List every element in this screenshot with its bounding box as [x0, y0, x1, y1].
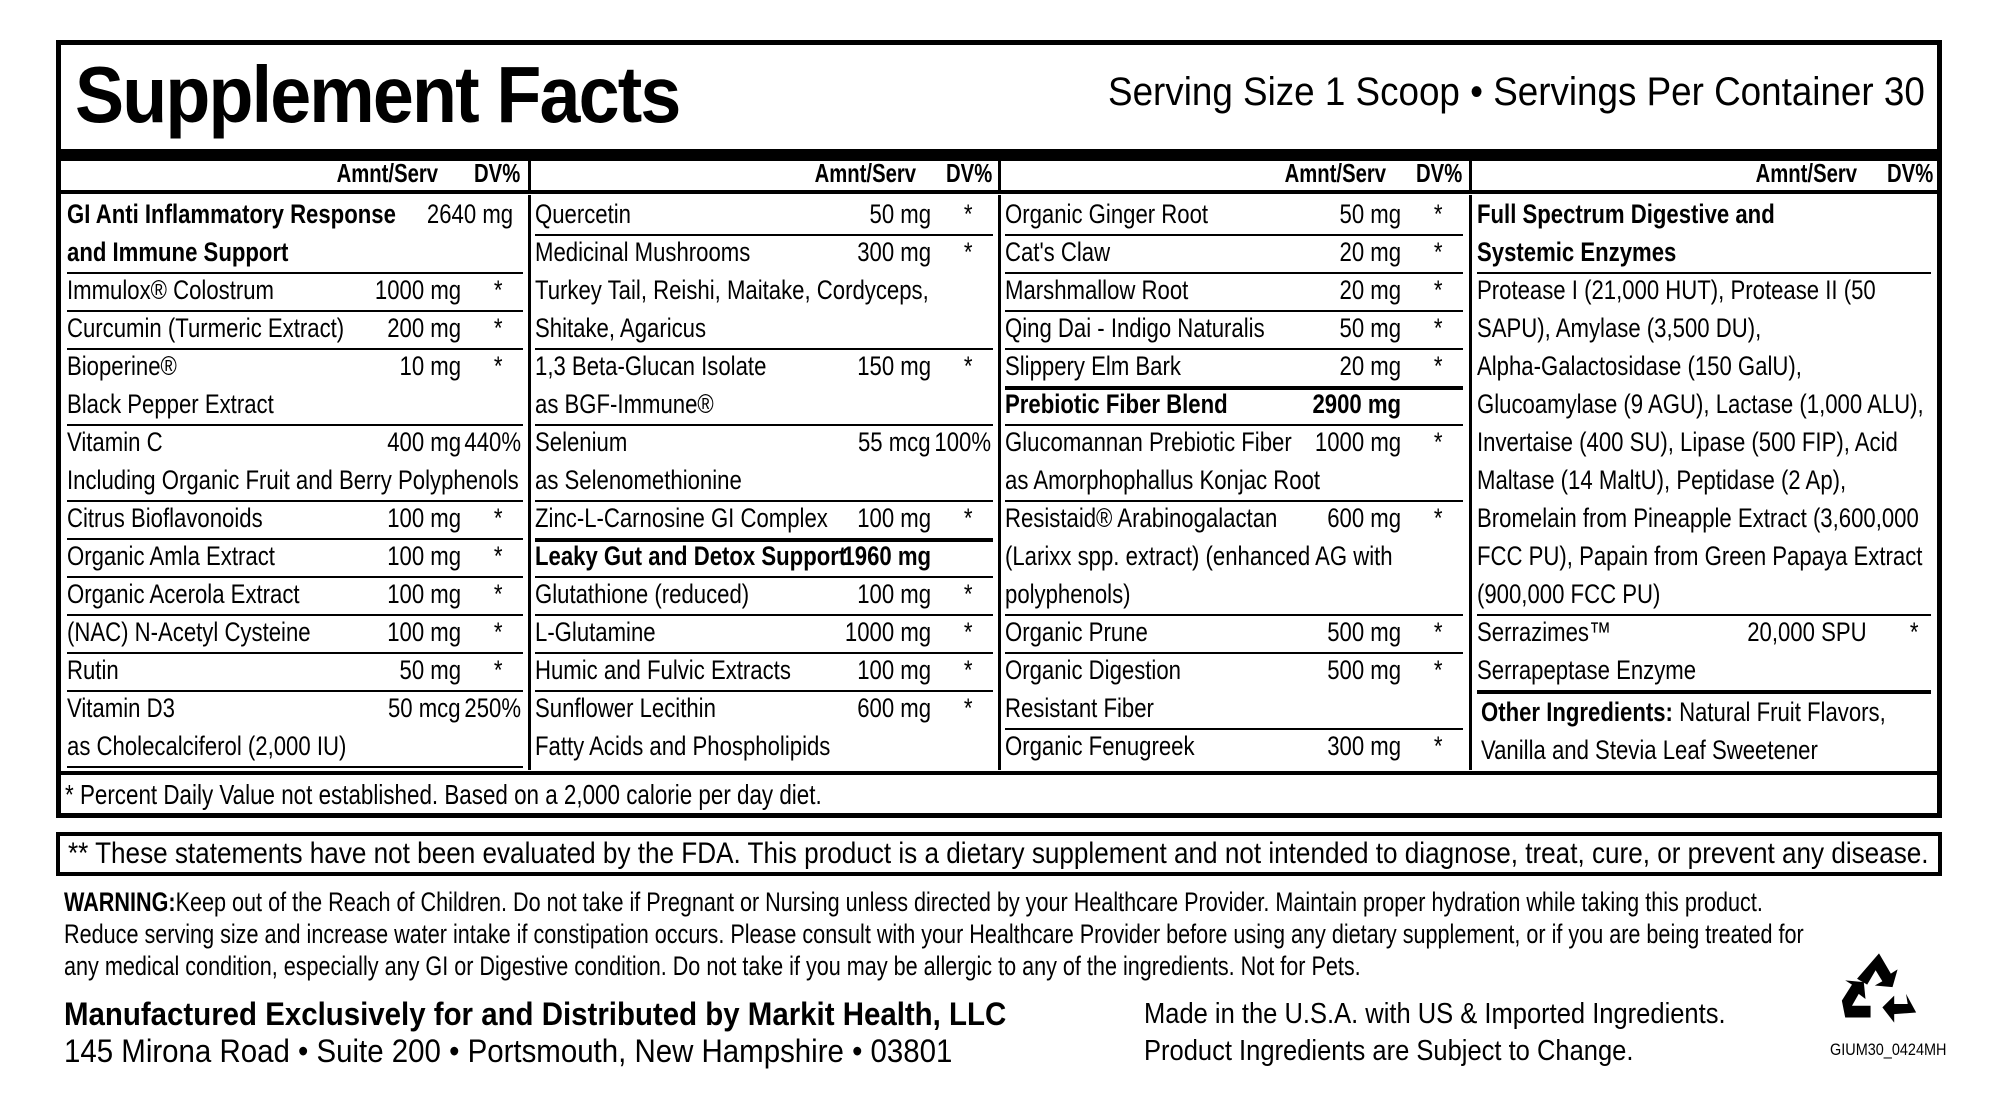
column-header-2: [531, 156, 996, 190]
ingredient-dv: *: [494, 655, 503, 685]
amount-header: Amnt/Serv: [1284, 158, 1386, 188]
ingredient-dv: *: [1434, 237, 1443, 267]
ingredient-row: [67, 690, 523, 728]
ingredient-name: Humic and Fulvic Extracts: [535, 655, 791, 685]
subject-to-change-line: Product Ingredients are Subject to Change.: [1144, 1035, 1634, 1067]
product-code: GIUM30_0424MH: [1830, 1040, 1947, 1059]
ingredient-row: [1005, 272, 1463, 312]
ingredient-row: [67, 310, 523, 350]
ingredient-row: [535, 234, 993, 272]
ingredient-name: Medicinal Mushrooms: [535, 237, 751, 267]
ingredient-amount: 50 mg: [399, 655, 461, 685]
ingredient-amount: 100 mg: [857, 503, 931, 533]
ingredient-dv: *: [1434, 427, 1443, 457]
ingredient-amount: 400 mg: [387, 427, 461, 457]
ingredient-amount: 1000 mg: [374, 275, 461, 305]
ingredient-dv: *: [1434, 731, 1443, 761]
ingredient-row: [1005, 652, 1463, 690]
other-ingredients-row-2: [1477, 732, 1937, 770]
ingredient-name: Fatty Acids and Phospholipids: [535, 731, 831, 761]
ingredient-row: [535, 386, 993, 426]
ingredient-amount: 20 mg: [1339, 237, 1401, 267]
dv-header: DV%: [1886, 158, 1933, 188]
ingredient-name: Citrus Bioflavonoids: [67, 503, 263, 533]
ingredient-amount: 150 mg: [857, 351, 931, 381]
ingredient-amount: 1000 mg: [1314, 427, 1401, 457]
ingredient-name: Vitamin C: [67, 427, 163, 457]
ingredient-name: Resistant Fiber: [1005, 693, 1154, 723]
enzyme-text: SAPU), Amylase (3,500 DU),: [1477, 313, 1762, 343]
enzyme-line: [1477, 462, 1931, 500]
ingredient-row: [1005, 538, 1463, 576]
ingredient-name: Selenium: [535, 427, 628, 457]
made-in-line: Made in the U.S.A. with US & Imported Ingredients.: [1144, 998, 1726, 1030]
enzyme-text: Alpha-Galactosidase (150 GalU),: [1477, 351, 1802, 381]
column-header-1: [61, 156, 526, 190]
ingredient-name: Sunflower Lecithin: [535, 693, 716, 723]
recycle-icon: [1836, 950, 1922, 1026]
serving-info: Serving Size 1 Scoop • Servings Per Container 30: [1108, 70, 1925, 114]
group-name-line2: and Immune Support: [67, 237, 289, 267]
ingredient-amount: 100 mg: [857, 655, 931, 685]
ingredient-amount: 20 mg: [1339, 351, 1401, 381]
warning-block: [64, 886, 1824, 982]
ingredient-column-3: [1005, 194, 1463, 769]
ingredient-name: Leaky Gut and Detox Support: [535, 541, 847, 571]
serrazimes-amount: 20,000 SPU: [1747, 617, 1867, 647]
ingredient-name: 1,3 Beta-Glucan Isolate: [535, 351, 767, 381]
ingredient-amount: 10 mg: [399, 351, 461, 381]
ingredient-row: [1005, 310, 1463, 350]
ingredient-name: Rutin: [67, 655, 119, 685]
ingredient-amount: 2900 mg: [1312, 389, 1401, 419]
manufacturer-address: 145 Mirona Road • Suite 200 • Portsmouth, New Hampshire • 03801: [64, 1033, 953, 1069]
ingredient-amount: 300 mg: [857, 237, 931, 267]
ingredient-row: [67, 614, 523, 654]
ingredient-amount: 1960 mg: [842, 541, 931, 571]
ingredient-dv: *: [1434, 275, 1443, 305]
ingredient-dv: *: [964, 503, 973, 533]
ingredient-row: [1005, 690, 1463, 730]
ingredient-row: [535, 652, 993, 692]
ingredient-dv: *: [1434, 351, 1443, 381]
ingredient-row: [535, 424, 993, 462]
manufacturer-info: [64, 996, 1006, 1070]
ingredient-name: polyphenols): [1005, 579, 1131, 609]
enzyme-line: [1477, 538, 1931, 576]
column-divider: [998, 195, 1001, 770]
supplement-facts-panel: [56, 40, 1942, 818]
ingredient-amount: 100 mg: [387, 503, 461, 533]
enzyme-text: Protease I (21,000 HUT), Protease II (50: [1477, 275, 1876, 305]
enzyme-text: Bromelain from Pineapple Extract (3,600,000: [1477, 503, 1919, 533]
ingredient-dv: *: [494, 579, 503, 609]
ingredient-dv: *: [1434, 313, 1443, 343]
group-name: GI Anti Inflammatory Response: [67, 199, 396, 229]
ingredient-row: [535, 348, 993, 386]
ingredient-name: (Larixx spp. extract) (enhanced AG with: [1005, 541, 1393, 571]
ingredient-name: L-Glutamine: [535, 617, 656, 647]
warning-label: WARNING:: [64, 887, 176, 917]
ingredient-dv: *: [494, 275, 503, 305]
ingredient-dv: *: [1434, 655, 1443, 685]
ingredient-amount: 50 mg: [869, 199, 931, 229]
dv-header: DV%: [945, 158, 992, 188]
ingredient-amount: 100 mg: [857, 579, 931, 609]
ingredient-amount: 1000 mg: [844, 617, 931, 647]
enzyme-text: FCC PU), Papain from Green Papaya Extract: [1477, 541, 1923, 571]
column-header-4: [1472, 156, 1937, 190]
enzyme-text: Invertaise (400 SU), Lipase (500 FIP), Acid: [1477, 427, 1898, 457]
ingredient-row: [535, 196, 993, 236]
ingredient-row: [67, 500, 523, 540]
ingredient-dv: *: [494, 313, 503, 343]
ingredient-amount: 600 mg: [1327, 503, 1401, 533]
ingredient-amount: 50 mg: [1339, 313, 1401, 343]
ingredient-row: [1005, 462, 1463, 502]
manufacturer-line1: Manufactured Exclusively for and Distributed by Markit Health, LLC: [64, 996, 1007, 1032]
ingredient-row: [67, 462, 523, 502]
ingredient-dv: *: [494, 617, 503, 647]
enzyme-line: [1477, 576, 1931, 616]
other-ingredients-line2: Vanilla and Stevia Leaf Sweetener: [1481, 735, 1818, 765]
ingredient-amount: 500 mg: [1327, 655, 1401, 685]
column-header-3: [1001, 156, 1466, 190]
ingredient-dv: *: [964, 579, 973, 609]
ingredient-dv: *: [964, 199, 973, 229]
ingredient-row: [67, 386, 523, 426]
ingredient-row: [1005, 424, 1463, 462]
ingredient-amount: 55 mcg: [858, 427, 931, 457]
ingredient-row: [67, 652, 523, 692]
fda-disclaimer-text: ** These statements have not been evaluated by the FDA. This product is a dietary supplement and not intended to diagnose, treat, cure, or prevent any disease.: [68, 837, 1929, 870]
ingredient-dv: *: [964, 617, 973, 647]
ingredient-name: Bioperine®: [67, 351, 177, 381]
serrazimes-sub: Serrapeptase Enzyme: [1477, 655, 1697, 685]
ingredient-amount: 200 mg: [387, 313, 461, 343]
ingredient-name: Slippery Elm Bark: [1005, 351, 1181, 381]
ingredient-dv: *: [964, 655, 973, 685]
ingredient-name: Glutathione (reduced): [535, 579, 750, 609]
ingredient-name: Qing Dai - Indigo Naturalis: [1005, 313, 1265, 343]
ingredient-amount: 300 mg: [1327, 731, 1401, 761]
ingredient-name: Immulox® Colostrum: [67, 275, 275, 305]
ingredient-amount: 20 mg: [1339, 275, 1401, 305]
ingredient-row: [535, 728, 993, 766]
enzymes-title-line2: Systemic Enzymes: [1477, 237, 1677, 267]
column-divider: [528, 195, 531, 770]
enzyme-line: [1477, 348, 1931, 386]
ingredient-row: [67, 272, 523, 312]
ingredient-amount: 50 mcg: [388, 693, 461, 723]
ingredient-dv: *: [1434, 503, 1443, 533]
ingredient-name: Vitamin D3: [67, 693, 175, 723]
ingredient-amount: 600 mg: [857, 693, 931, 723]
ingredient-name: Prebiotic Fiber Blend: [1005, 389, 1228, 419]
ingredient-name: Organic Amla Extract: [67, 541, 275, 571]
ingredient-row: [535, 500, 993, 542]
other-ingredients-row: [1477, 694, 1937, 732]
serrazimes-name: Serrazimes™: [1477, 617, 1612, 647]
ingredient-row: [1005, 614, 1463, 654]
column-divider: [1469, 195, 1472, 770]
enzyme-line: [1477, 310, 1931, 348]
ingredient-dv: 440%: [464, 427, 521, 457]
ingredient-dv: *: [1434, 617, 1443, 647]
ingredient-row: [1005, 728, 1463, 766]
ingredient-dv: *: [1434, 199, 1443, 229]
group-heading-line2: [67, 234, 523, 274]
ingredient-dv: *: [964, 351, 973, 381]
ingredient-name: Organic Prune: [1005, 617, 1148, 647]
ingredient-column-2: [535, 194, 993, 769]
ingredient-dv: *: [964, 693, 973, 723]
panel-title: Supplement Facts: [75, 50, 680, 139]
enzyme-text: (900,000 FCC PU): [1477, 579, 1661, 609]
ingredient-row: [535, 614, 993, 654]
ingredient-amount: 100 mg: [387, 541, 461, 571]
enzyme-line: [1477, 500, 1931, 538]
ingredient-amount: 500 mg: [1327, 617, 1401, 647]
ingredient-row: [67, 424, 523, 462]
ingredient-name: Black Pepper Extract: [67, 389, 274, 419]
enzyme-line: [1477, 424, 1931, 462]
ingredient-amount: 100 mg: [387, 579, 461, 609]
group-amount: 2640 mg: [426, 199, 513, 229]
ingredient-row: [535, 272, 993, 310]
ingredient-row: [67, 538, 523, 578]
enzyme-line: [1477, 272, 1931, 310]
ingredient-name: Resistaid® Arabinogalactan: [1005, 503, 1278, 533]
ingredient-row: [1005, 348, 1463, 390]
ingredient-name: Organic Digestion: [1005, 655, 1181, 685]
other-ingredients-text: Natural Fruit Flavors,: [1679, 697, 1886, 727]
group-heading: [67, 196, 523, 234]
enzymes-heading-line2: [1477, 234, 1931, 274]
ingredient-row: [535, 690, 993, 728]
ingredient-name: Organic Fenugreek: [1005, 731, 1195, 761]
enzymes-heading: [1477, 196, 1937, 234]
ingredient-row: [1005, 500, 1463, 538]
ingredient-row: [535, 462, 993, 502]
ingredient-column-4: [1477, 194, 1937, 769]
ingredient-dv: 250%: [464, 693, 521, 723]
enzyme-text: Glucoamylase (9 AGU), Lactase (1,000 ALU),: [1477, 389, 1924, 419]
enzyme-text: Maltase (14 MaltU), Peptidase (2 Ap),: [1477, 465, 1847, 495]
bottom-rule: [61, 771, 1937, 775]
serrazimes-dv: *: [1910, 617, 1919, 647]
ingredient-dv: *: [494, 503, 503, 533]
ingredient-name: Zinc-L-Carnosine GI Complex: [535, 503, 828, 533]
ingredient-name: as Cholecalciferol (2,000 IU): [67, 731, 347, 761]
ingredient-row: [535, 576, 993, 616]
ingredient-row: [67, 728, 523, 768]
serrazimes-row: [1477, 614, 1937, 652]
enzymes-title-line1: Full Spectrum Digestive and: [1477, 199, 1775, 229]
origin-info: [1144, 996, 1726, 1070]
ingredient-name: Including Organic Fruit and Berry Polyphenols: [67, 465, 519, 495]
ingredient-name: as Amorphophallus Konjac Root: [1005, 465, 1321, 495]
ingredient-column-1: [67, 194, 523, 769]
ingredient-row: [1005, 196, 1463, 236]
ingredient-dv: *: [494, 541, 503, 571]
ingredient-row: [1005, 576, 1463, 616]
ingredient-name: Glucomannan Prebiotic Fiber: [1005, 427, 1292, 457]
serrazimes-sub-row: [1477, 652, 1931, 694]
ingredient-name: as Selenomethionine: [535, 465, 742, 495]
amount-header: Amnt/Serv: [336, 158, 438, 188]
ingredient-name: Cat's Claw: [1005, 237, 1111, 267]
ingredient-amount: 50 mg: [1339, 199, 1401, 229]
ingredient-dv: *: [964, 237, 973, 267]
ingredient-amount: 100 mg: [387, 617, 461, 647]
other-ingredients-line1: [1481, 694, 1886, 730]
dv-header: DV%: [473, 158, 520, 188]
ingredient-row: [1005, 234, 1463, 274]
ingredient-dv: *: [494, 351, 503, 381]
fda-disclaimer: [56, 832, 1942, 876]
warning-text: Keep out of the Reach of Children. Do not take if Pregnant or Nursing unless directed by your Healthcare Provider. Maintain proper hydration while taking this product. Reduce serving size and increase water intake if constipation occurs. Please consult with your Healthcare Provider before using any dietary supplement, or if you are being treated for any medical condition, especially any GI or Digestive condition. Do not take if you may be allergic to any of the ingredients. Not for Pets.: [64, 887, 1804, 981]
amount-header: Amnt/Serv: [814, 158, 916, 188]
ingredient-name: Marshmallow Root: [1005, 275, 1189, 305]
ingredient-row: [67, 576, 523, 616]
enzyme-line: [1477, 386, 1931, 424]
other-ingredients-label: Other Ingredients:: [1481, 697, 1673, 727]
ingredient-name: as BGF-Immune®: [535, 389, 714, 419]
ingredient-row: [535, 310, 993, 350]
ingredient-name: Turkey Tail, Reishi, Maitake, Cordyceps,: [535, 275, 929, 305]
amount-header: Amnt/Serv: [1755, 158, 1857, 188]
ingredient-row: [67, 348, 523, 386]
ingredient-name: Shitake, Agaricus: [535, 313, 707, 343]
dv-header: DV%: [1415, 158, 1462, 188]
daily-value-note: * Percent Daily Value not established. Based on a 2,000 calorie per day diet.: [65, 779, 822, 810]
ingredient-name: (NAC) N-Acetyl Cysteine: [67, 617, 311, 647]
ingredient-name: Organic Ginger Root: [1005, 199, 1209, 229]
ingredient-name: Quercetin: [535, 199, 631, 229]
ingredient-name: Curcumin (Turmeric Extract): [67, 313, 345, 343]
ingredient-row: [535, 538, 993, 578]
ingredient-name: Organic Acerola Extract: [67, 579, 300, 609]
ingredient-row: [1005, 386, 1463, 426]
ingredient-dv: 100%: [934, 427, 991, 457]
